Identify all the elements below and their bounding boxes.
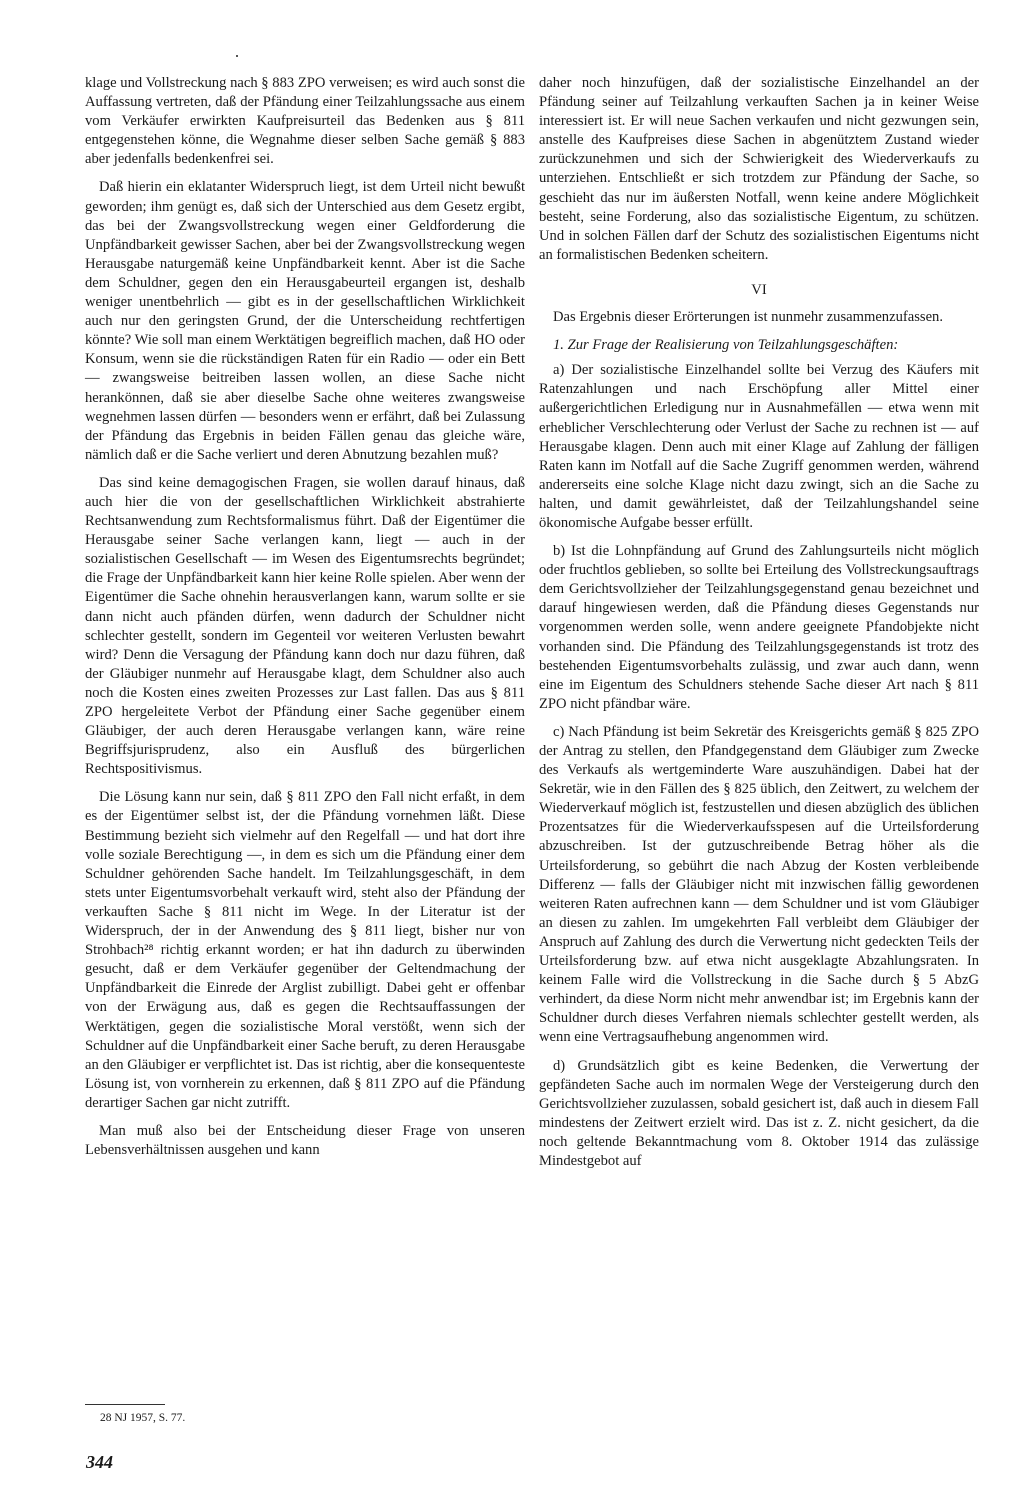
paragraph: Die Lösung kann nur sein, daß § 811 ZPO den Fall nicht erfaßt, in dem es der Eigentümer selbst ist, der die Pfändung vornehmen läßt. Diese Bestimmung bezieht sich vielmehr auf den Regelfall — und hat dort ihre volle soziale Berechtigung —, in dem es sich um die Pfändung einer dem Schuldner gehörenden Sache handelt. Im Teilzahlungsgeschäft, in dem stets unter Eigentumsvorbehalt verkauft wird, steht also der Pfändung der verkauften Sache § 811 nicht im Wege. In der Literatur ist der Widerspruch, der in der Anwendung des § 811 liegt, bisher nur von Strohbach²⁸ richtig erkannt worden; er hat ihn dadurch zu überwinden gesucht, daß er dem Verkäufer gegenüber der Geltendmachung der Unpfändbarkeit die Einrede der Arglist zubilligt. Dabei geht er offenbar von der Erwägung aus, daß es gegen die Rechtsauffassungen der Werktätigen, gegen die sozialistische Moral verstößt, wenn sich der Schuldner auf die Unpfändbarkeit einer Sache beruft, zu deren Herausgabe an den Gläubiger er verpflichtet ist. Das ist richtig, aber die konsequenteste Lösung ist, von vornherein zu erkennen, daß § 811 ZPO auf die Pfändung derartiger Sachen gar nicht zutrifft.	[85, 789, 525, 1111]
paragraph: Das Ergebnis dieser Erörterungen ist nunmehr zusammenzufassen.	[553, 309, 943, 326]
paragraph: Daß hierin ein eklatanter Widerspruch liegt, ist dem Urteil nicht bewußt geworden; ihm genügt es, daß sich der Unterschied aus dem Gesetz ergibt, das bei der Zwangsvollstreckung wegen einer Geldforderung die Unpfändbarkeit gewisser Sachen, aber bei der Zwangsvollstreckung wegen Herausgabe naturgemäß keine Unpfändbarkeit kennt. Aber ist die Sache dem Schuldner, gegen den ein Herausgabeurteil ergangen ist, deshalb weniger unentbehrlich — gibt es in der gesellschaftlichen Wirklichkeit auch nur den geringsten Grund, der die Unterscheidung rechtfertigen könnte? Wie soll man einem Werktätigen begreiflich machen, daß HO oder Konsum, wenn sie die rückständigen Raten für ein Radio — oder ein Bett — zwangsweise beitreiben lassen wollen, an diese Sache nicht herankönnen, daß sie aber dieselbe Sache ohne weiteres zwangsweise wegnehmen lassen dürfen — besonders wenn er erfährt, daß bei Zulassung der Pfändung das Ergebnis in beiden Fällen genau das gleiche wäre, nämlich daß er die Sache verliert und deren Abnutzung bezahlen muß?	[85, 179, 525, 463]
list-item: a) Der sozialistische Einzelhandel sollte bei Verzug des Käufers mit Ratenzahlungen und nach Erschöpfung aller Mittel einer außergerichtlichen Erledigung nur in Ausnahmefällen — etwa wenn mit erheblicher Verschlechterung oder Verlust der Sache zu rechnen ist — auf Herausgabe klagen. Denn auch mit einer Klage auf Zahlung der fälligen Raten kann im Notfall auf die Sache Zugriff genommen werden, während andererseits eine solche Klage nicht dazu zwingt, sich an die Sache zu halten, und damit gewährleistet, daß der Teilzahlungshandel seine ökonomische Aufgabe besser erfüllt.	[539, 362, 979, 531]
paragraph: Man muß also bei der Entscheidung dieser Frage von unseren Lebensverhältnissen ausgehen und kann	[85, 1122, 525, 1159]
paragraph: klage und Vollstreckung nach § 883 ZPO verweisen; es wird auch sonst die Auffassung vertreten, daß der Pfändung einer Teilzahlungssache aus einem vom Verkäufer erwirkten Kaufpreisurteil das Bedenken aus § 811 entgegenstehen könne, die Wegnahme dieser selben Sache gemäß § 883 aber jedenfalls bedenkenfrei sei.	[85, 75, 525, 168]
paragraph: daher noch hinzufügen, daß der sozialistische Einzelhandel an der Pfändung seiner auf Teilzahlung verkauften Sachen ja in keiner Weise interessiert ist. Er will neue Sachen verkaufen und nicht gezwungen sein, anstelle des Kaufpreises diese Sachen in abgenütztem Zustand wieder zurückzunehmen und sich der Schwierigkeit des Wiederverkaufs zu unterziehen. Entschließt er sich trotzdem zur Pfändung der Sache, so geschieht das nur im äußersten Notfall, wenn keine andere Möglichkeit besteht, seine Forderung, also das sozialistische Eigentum, zu schützen. Und in solchen Fällen darf der Schutz des sozialistischen Eigentums nicht an formalistischen Bedenken scheitern.	[539, 75, 979, 263]
footnote: 28 NJ 1957, S. 77.	[100, 1412, 186, 1424]
paragraph: Das sind keine demagogischen Fragen, sie wollen darauf hinaus, daß auch hier die von der gesellschaftlichen Wirklichkeit abstrahierte Rechtsanwendung zum Rechtsformalismus führt. Daß der Eigentümer die Herausgabe seiner Sache verlangen kann, liegt — auch in der sozialistischen Gesellschaft — im Wesen des Eigentumsrechts begründet; die Frage der Unpfändbarkeit kann hier keine Rolle spielen. Aber wenn der Eigentümer die Sache ohnehin herausverlangen kann, warum sollte er sie dann nicht auch pfänden dürfen, wenn dadurch der Schuldner nicht schlechter gestellt, sondern im Gegenteil vor weiteren Verlusten bewahrt wird? Denn die Versagung der Pfändung kann doch nur dazu führen, daß der Gläubiger nunmehr auf Herausgabe klagt, dem Schuldner also auch noch die Kosten eines zweiten Prozesses zur Last fallen. Das aus § 811 ZPO hergeleitete Verbot der Pfändung einer Sache gegenüber einem Gläubiger, der auch deren Herausgabe verlangen kann, wäre reine Begriffsjurisprudenz, also ein Ausfluß des bürgerlichen Rechtspositivismus.	[85, 474, 525, 778]
footnote-divider	[85, 1404, 165, 1405]
list-item: c) Nach Pfändung ist beim Sekretär des Kreisgerichts gemäß § 825 ZPO der Antrag zu stellen, den Pfandgegenstand dem Gläubiger zum Zwecke des Verkaufs als wertgeminderte Ware auszuhändigen. Dabei hat der Sekretär, wie in den Fällen des § 825 üblich, den Zeitwert, zu welchem der Wiederverkauf möglich ist, festzustellen und diesen abzüglich des üblichen Prozentsatzes für die Wiederverkaufsspesen auf die Urteilsforderung abzuschreiben. Ist der gutzuschreibende Betrag höher als die Urteilsforderung, so gebührt die nach Abzug der Kosten verbleibende Differenz — falls der Gläubiger nicht mit inzwischen fällig gewordenen weiteren Raten aufrechnen kann — dem Schuldner und ist vom Gläubiger an diesen zu zahlen. Im umgekehrten Fall verbleibt dem Gläubiger der Anspruch auf Zahlung des durch die Verwertung nicht gedeckten Teils der Urteilsforderung bzw. auf etwa nicht ausgeklagte Abzahlungsraten. In keinem Falle wird die Vollstreckung in die Sache durch § 5 AbzG verhindert, da diese Norm nicht mehr anwendbar ist; im Ergebnis kann der Schuldner durch dieses Verfahren niemals schlechter gestellt werden, als wenn eine Vertragsaufhebung angenommen wird.	[539, 723, 979, 1046]
page-number: 344	[86, 1452, 113, 1472]
subheading: 1. Zur Frage der Realisierung von Teilzahlungsgeschäften:	[553, 337, 899, 354]
list-item: d) Grundsätzlich gibt es keine Bedenken, die Verwertung der gepfändeten Sache auch im normalen Wege der Versteigerung durch den Gerichtsvollzieher zuzulassen, sobald gesichert ist, daß auch in diesem Fall mindestens der Zeitwert erzielt wird. Das ist z. Z. nicht gesichert, da die noch geltende Bekanntmachung vom 8. Oktober 1914 das zulässige Mindestgebot auf	[539, 1057, 979, 1169]
section-heading: VI	[751, 281, 767, 298]
list-item: b) Ist die Lohnpfändung auf Grund des Zahlungsurteils nicht möglich oder fruchtlos geblieben, so sollte bei Erteilung des Vollstreckungsauftrags dem Gerichtsvollzieher der Teilzahlungsgegenstand genau bezeichnet und darauf hingewiesen werden, daß die Pfändung dieses Gegenstands nur vorgenommen werden solle, wenn andere geeignete Pfandobjekte nicht vorhanden sind. Die Pfändung des Teilzahlungsgegenstands ist trotz des bestehenden Eigentumsvorbehalts zulässig, und zwar auch dann, wenn eine im Eigentum des Schuldners stehende Sache dieser Art nach § 811 ZPO nicht pfändbar wäre.	[539, 543, 979, 712]
right-column	[539, 74, 979, 1180]
left-column	[85, 74, 525, 1169]
print-speck	[236, 55, 238, 57]
